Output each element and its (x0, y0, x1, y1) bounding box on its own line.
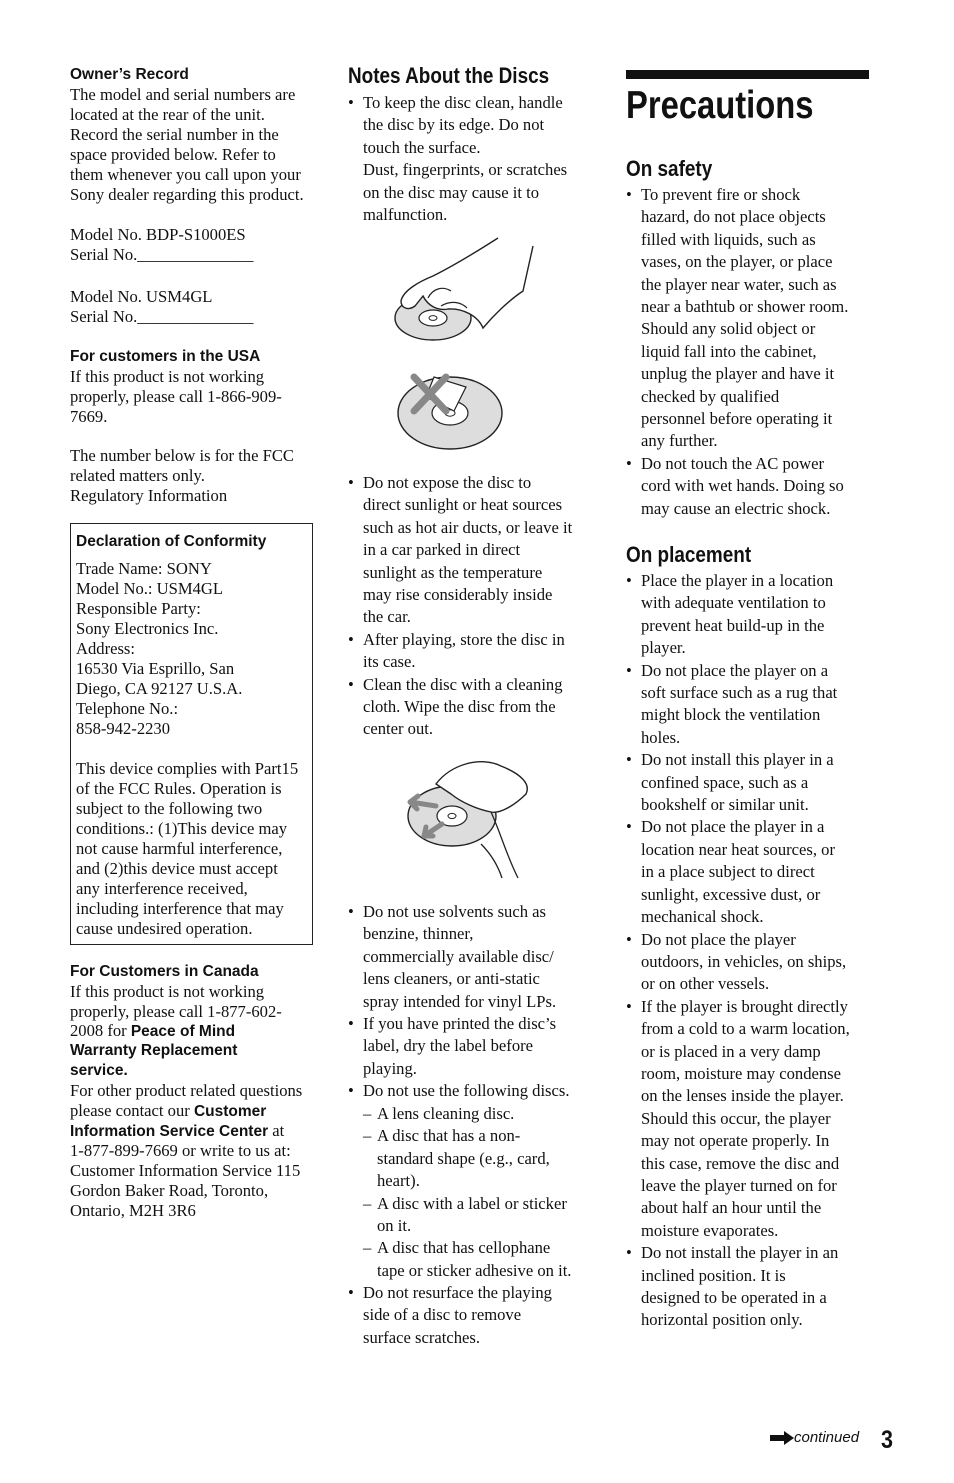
contact-our-text: please contact our (70, 1101, 194, 1120)
service-label: service. (70, 1062, 128, 1079)
placement-list (626, 570, 871, 1332)
canada-phone-suffix: 2008 for (70, 1021, 131, 1040)
page-number: 3 (881, 1426, 893, 1454)
list-item: • Do not use solvents such as benzine, thinner, commercially available disc/ lens cleaners, or anti-static spray intended for vinyl LPs. (348, 901, 598, 1013)
list-item: • Do not place the player on a soft surface such as a rug that might block the ventilation holes. (626, 660, 871, 750)
canada-line-3 (70, 1021, 235, 1042)
model-usm-serial: Model No. USM4GL Serial No.______________ (70, 287, 254, 326)
list-item: • Do not expose the disc to direct sunlight or heat sources such as hot air ducts, or leave it in a car parked in direct sunlight as the temperature may rise considerably inside the car. (348, 472, 598, 629)
list-item: – A lens cleaning disc. (363, 1103, 603, 1125)
canada-address: 1-877-899-7669 or write to us at: Customer Information Service 115 Gordon Baker Road, Toronto, Ontario, M2H 3R6 (70, 1141, 301, 1220)
continued-label: continued (794, 1429, 860, 1446)
disc-cleaning-icon (406, 754, 536, 882)
declaration-body: This device complies with Part15 of the FCC Rules. Operation is subject to the following two conditions.: (1)This device may not cause harmful interference, and (2)this device must accept any interference received, including interference that may cause undesired operation. (76, 759, 299, 938)
usa-title: For customers in the USA (70, 348, 261, 365)
page-title: Precautions (626, 84, 814, 127)
disc-notes-list-b (348, 472, 598, 741)
list-item: • To prevent fire or shock hazard, do not place objects filled with liquids, such as vases, on the player, or place the player near water, such as near a bathtub or shower room. Should any solid object or liquid fall into the cabinet, unplug the player and have it checked by qualified personnel before operating it any further. (626, 184, 871, 453)
list-item: • After playing, store the disc in its case. (348, 629, 598, 674)
disc-notes-list-c (348, 901, 598, 1103)
disc-touch-prohibited-icon (396, 367, 506, 455)
list-item: • Place the player in a location with adequate ventilation to prevent heat build-up in the player. (626, 570, 871, 660)
list-item: • Do not install this player in a confined space, such as a bookshelf or similar unit. (626, 749, 871, 816)
list-item: • If you have printed the disc’s label, dry the label before playing. (348, 1013, 598, 1080)
list-item: • Do not place the player outdoors, in vehicles, on ships, or on other vessels. (626, 929, 871, 996)
owners-record-body: The model and serial numbers are located at the rear of the unit. Record the serial number in the space provided below. Refer to them whenever you call upon your Sony dealer regarding this product. (70, 85, 304, 204)
declaration-fields: Trade Name: SONY Model No.: USM4GL Responsible Party: Sony Electronics Inc. Address: 16530 Via Esprillo, San Diego, CA 92127 U.S.A. Telephone No.: 858-942-2230 (76, 559, 243, 738)
on-safety-title: On safety (626, 156, 713, 181)
list-item: • Clean the disc with a cleaning cloth. Wipe the disc from the center out. (348, 674, 598, 741)
fcc-note: The number below is for the FCC related matters only. Regulatory Information (70, 446, 294, 505)
list-item: – A disc that has cellophane tape or sticker adhesive on it. (363, 1237, 603, 1282)
list-item: – A disc with a label or sticker on it. (363, 1193, 603, 1238)
canada-line-7 (70, 1101, 266, 1122)
disc-notes-list-d (348, 1282, 598, 1349)
canada-title: For Customers in Canada (70, 963, 259, 980)
canada-line-6: For other product related questions (70, 1081, 303, 1100)
disc-notes-list-a (348, 92, 598, 226)
section-rule (626, 70, 869, 79)
list-item: – A disc that has a non- standard shape (e.g., card, heart). (363, 1125, 603, 1192)
declaration-title: Declaration of Conformity (76, 533, 267, 550)
list-item: • Do not resurface the playing side of a disc to remove surface scratches. (348, 1282, 598, 1349)
canada-line-8 (70, 1121, 284, 1142)
page-footer (770, 1424, 910, 1458)
owners-record-title: Owner’s Record (70, 66, 189, 83)
declaration-of-conformity-box (70, 523, 313, 945)
list-item: • To keep the disc clean, handle the disc by its edge. Do not touch the surface. Dust, fingerprints, or scratches on the disc may cause it to malfunction. (348, 92, 598, 226)
list-item: • Do not use the following discs. (348, 1080, 598, 1102)
list-item: • If the player is brought directly from a cold to a warm location, or is placed in a very damp room, moisture may condense on the lenses inside the player. Should this occur, the player may not operate properly. In this case, remove the disc and leave the player turned on for about half an hour until the moisture evaporates. (626, 996, 871, 1242)
customer-label: Customer (193, 1103, 267, 1120)
disc-exclusions-list (363, 1103, 603, 1282)
peace-of-mind-label: Peace of Mind (130, 1023, 236, 1040)
canada-line-1: If this product is not working (70, 982, 265, 1001)
usa-body: If this product is not working properly, please call 1-866-909- 7669. (70, 367, 282, 426)
at-text: at (268, 1121, 285, 1140)
model-bdp-serial: Model No. BDP-S1000ES Serial No.______________ (70, 225, 254, 264)
right-arrow-icon (770, 1431, 794, 1445)
list-item: • Do not install the player in an inclined position. It is designed to be operated in a horizontal position only. (626, 1242, 871, 1332)
hand-holding-disc-icon (393, 236, 543, 346)
on-placement-title: On placement (626, 542, 752, 567)
notes-about-discs-title: Notes About the Discs (348, 63, 550, 88)
canada-line-2: properly, please call 1-877-602- (70, 1002, 282, 1021)
warranty-replacement-label: Warranty Replacement (70, 1042, 238, 1059)
information-service-center-label: Information Service Center (70, 1123, 269, 1140)
safety-list (626, 184, 871, 520)
list-item: • Do not touch the AC power cord with wet hands. Doing so may cause an electric shock. (626, 453, 871, 520)
list-item: • Do not place the player in a location near heat sources, or in a place subject to direct sunlight, excessive dust, or mechanical shock. (626, 816, 871, 928)
